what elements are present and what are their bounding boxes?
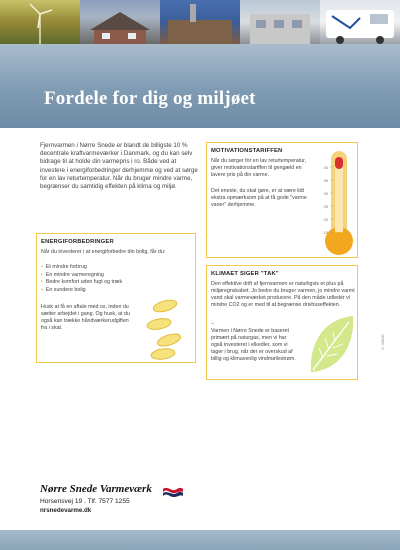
list-item: • Et mindre forbrug: [41, 264, 87, 270]
page-title: Fordele for dig og miljøet: [44, 88, 256, 109]
energy-title: ENERGIFORBEDRINGER: [41, 239, 114, 245]
bullet-icon: •: [41, 279, 43, 286]
motivation-text-2: Det eneste, du skal gøre, er at være lidt ekstra opmærksom på at få gode "varme vaner" derhjemme.: [211, 188, 307, 208]
brand-logo-icon: [162, 485, 184, 497]
thermo-tick-label: 25: [323, 204, 328, 209]
thermo-tick-label: 20: [323, 217, 328, 222]
list-item: • En sundere bolig: [41, 286, 86, 293]
bullet-icon: •: [41, 264, 43, 270]
photo-house: [80, 0, 160, 44]
energy-intro: Når du investerer i at energiforbedre din bolig, får du:: [41, 249, 166, 255]
climate-text-1: Den effektive drift af fjernvarmen er naturligvis et plus på miljøregnskabet. Jo bedre du bruger varmen, jo mindre varmt vand skal varmeværket producere. På den måde udleder vi mindre CO2 og er med til at begrænse drivhuseffekten.: [211, 281, 355, 308]
climate-text-2-block: [211, 321, 299, 363]
website-link[interactable]: nrsnedevarme.dk: [40, 507, 92, 514]
climate-text-2: Varmen i Nørre Snede er baseret primært på naturgas, men vi har også investeret i elkedler, som vi tager i brug, når der er overskud af billig og klimavenlig vindmøllestrøm.: [211, 328, 296, 362]
footer: [40, 483, 152, 514]
list-item: • Bedre komfort uden fugt og træk: [41, 279, 123, 286]
motivation-title: MOTIVATIONSTARIFFEN: [211, 148, 283, 154]
hero-banner: [0, 44, 400, 128]
climate-dash: –: [211, 321, 214, 327]
header-photo-strip: [0, 0, 400, 44]
print-code: V. 00000: [380, 334, 385, 350]
bottom-band: [0, 530, 400, 550]
climate-box: [206, 265, 358, 380]
intro-paragraph: Fjernvarmen i Nørre Snede er blandt de billigste 10 % decentrale kraftvarmeværker i Danmark, og du kan selv bidrage til at holde din varmepris i ro. Både ved at investere i energiforbedringer derhjemme og ved at sørge for en lav returtemperatur. Når du bruger mindre varme, begrænser du samtidig effekten på klima og miljø.: [40, 142, 198, 191]
thermo-tick-label: 40: [323, 165, 328, 170]
energy-benefit-list: [41, 264, 122, 294]
photo-service-van: [320, 0, 400, 44]
bullet-icon: •: [41, 271, 43, 278]
climate-title: KLIMAET SIGER "TAK": [211, 271, 279, 277]
leaf-icon: [305, 312, 357, 378]
thermo-tick-label: 35: [323, 178, 328, 183]
address: Horsensvej 19 . Tlf. 7577 1255: [40, 498, 130, 505]
thermo-tick-label: 30: [323, 191, 328, 196]
list-item: • En mindre varmeregning: [41, 271, 104, 278]
thermometer-icon: [323, 149, 357, 257]
photo-plant: [160, 0, 240, 44]
energy-note: Husk at få en aftale med os, inden du sætter arbejdet i gang. Og husk, at du også kan trække håndværkerudgiften fra i skat.: [41, 304, 130, 331]
brand-name: Nørre Snede Varmeværk: [40, 483, 152, 495]
bullet-icon: •: [41, 286, 43, 293]
energy-improvements-box: [36, 233, 196, 363]
thermo-tick-label: 15: [323, 230, 328, 235]
coins-icon: [135, 296, 195, 362]
motivation-box: [206, 142, 358, 258]
photo-wind-turbine: [0, 0, 80, 44]
motivation-text-1: Når du sørger for en lav returtemperatur, giver motivationstariffen til gengæld en lavere pris på din varme.: [211, 158, 307, 178]
photo-building: [240, 0, 320, 44]
